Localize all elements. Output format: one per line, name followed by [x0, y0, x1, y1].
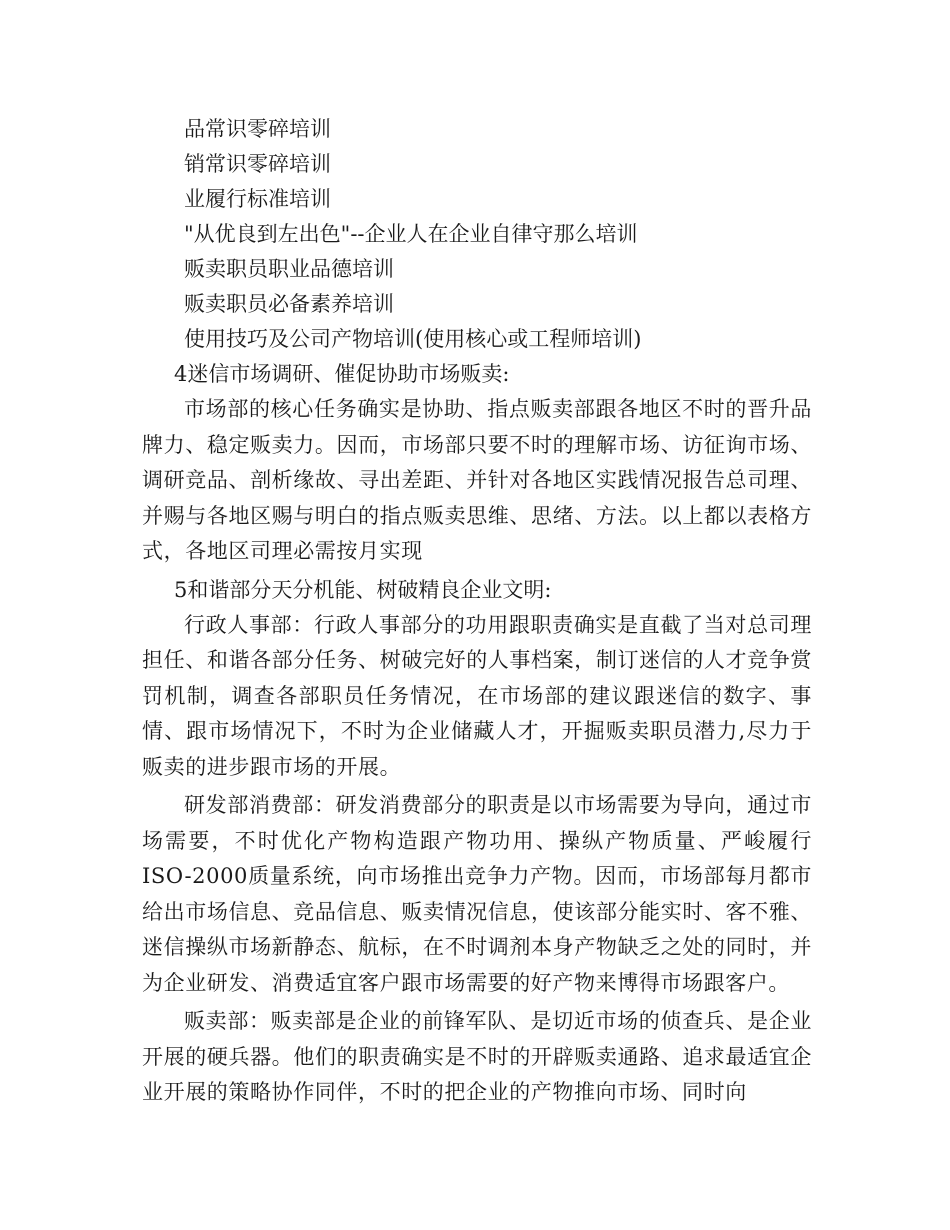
- section-heading-5: 5和谐部分天分机能、树破精良企业文明:: [174, 577, 552, 602]
- paragraph-rnd-production-department: 研发部消费部：研发消费部分的职责是以市场需要为导向，通过市场需要，不时优化产物构造跟产物功用、操纵产物质量、严峻履行ISO-2000质量系统，向市场推出竞争力产物。因而，市场部每月都市给出市场信息、竞品信息、贩卖情况信息，使该部分能实时、客不雅、迷信操纵市场新静态、航标，在不时调剂本身产物缺乏之处的同时，并为企业研发、消费适宜客户跟市场需要的好产物来博得市场跟客户。: [142, 793, 812, 995]
- list-item: "从优良到左出色"--企业人在企业自律守那么培训: [184, 222, 638, 246]
- paragraph-sales-department: 贩卖部：贩卖部是企业的前锋军队、是切近市场的侦查兵、是企业开展的硬兵器。他们的职责确实是不时的开辟贩卖通路、追求最适宜企业开展的策略协作同伴，不时的把企业的产物推向市场、同时向: [142, 1009, 812, 1104]
- paragraph-market-department: 市场部的核心任务确实是协助、指点贩卖部跟各地区不时的晋升品牌力、稳定贩卖力。因而，市场部只要不时的理解市场、访征询市场、调研竞品、剖析缘故、寻出差距、并针对各地区实践情况报告总司理、并赐与各地区赐与明白的指点贩卖思维、思绪、方法。以上都以表格方式，各地区司理必需按月实现: [142, 397, 812, 563]
- list-item: 销常识零碎培训: [184, 152, 331, 176]
- paragraph-admin-department: 行政人事部：行政人事部分的功用跟职责确实是直截了当对总司理担任、和谐各部分任务、树破完好的人事档案，制订迷信的人才竞争赏罚机制，调查各部职员任务情况，在市场部的建议跟迷信的数字、事情、跟市场情况下，不时为企业储藏人才，开掘贩卖职员潜力,尽力于贩卖的进步跟市场的开展。: [142, 612, 812, 779]
- list-item: 贩卖职员职业品德培训: [184, 257, 394, 281]
- list-item: 贩卖职员必备素养培训: [184, 292, 394, 316]
- document-body: [142, 112, 812, 1114]
- list-item: 业履行标准培训: [184, 187, 331, 211]
- section-heading-4: 4迷信市场调研、催促协助市场贩卖:: [174, 362, 510, 386]
- list-item: 使用技巧及公司产物培训(使用核心或工程师培训): [184, 327, 642, 351]
- list-item: 品常识零碎培训: [184, 117, 331, 141]
